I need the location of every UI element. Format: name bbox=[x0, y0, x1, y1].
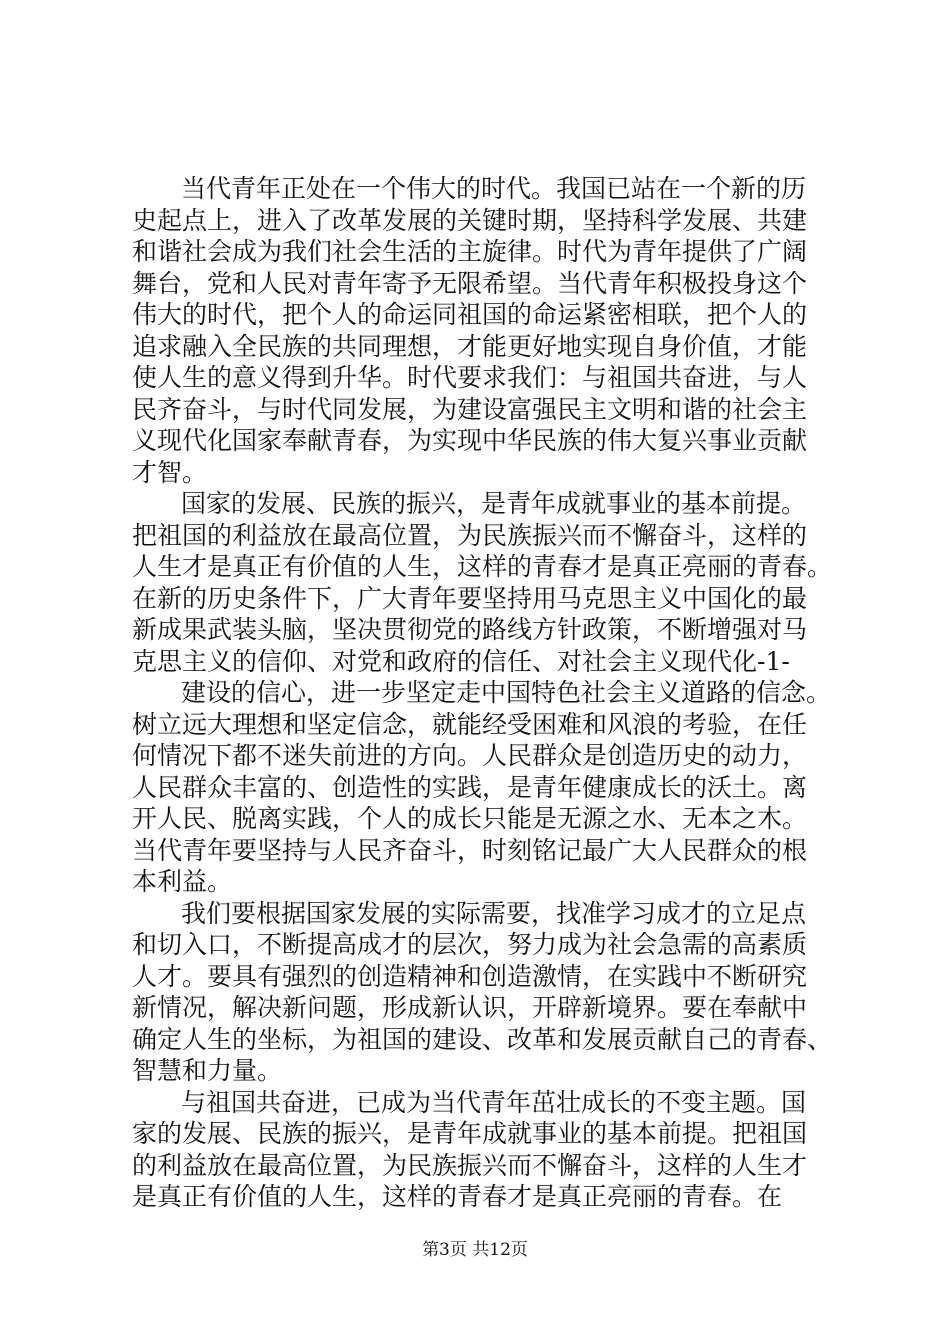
page-number-label: 第3页 共12页 bbox=[422, 1240, 528, 1260]
text-line: 人才。要具有强烈的创造精神和创造激情，在实践中不断研究 bbox=[132, 961, 808, 991]
text-line: 当代青年要坚持与人民齐奋斗，时刻铭记最广大人民群众的根 bbox=[132, 835, 808, 865]
text-line: 国家的发展、民族的振兴，是青年成就事业的基本前提。 bbox=[181, 489, 807, 518]
text-line: 舞台，党和人民对青年寄予无限希望。当代青年积极投身这个 bbox=[132, 268, 808, 298]
text-line: 使人生的意义得到升华。时代要求我们：与祖国共奋进，与人 bbox=[132, 363, 808, 392]
text-line: 智慧和力量。 bbox=[132, 1056, 283, 1085]
page-footer bbox=[0, 1238, 950, 1262]
text-line: 和切入口，不断提高成才的层次，努力成为社会急需的高素质 bbox=[132, 930, 808, 959]
text-line: 我们要根据国家发展的实际需要，找准学习成才的立足点 bbox=[181, 898, 807, 928]
text-line: 与祖国共奋进，已成为当代青年茁壮成长的不变主题。国 bbox=[181, 1087, 807, 1117]
text-line: 民齐奋斗，与时代同发展，为建设富强民主文明和谐的社会主 bbox=[132, 394, 808, 424]
text-line: 家的发展、民族的振兴，是青年成就事业的基本前提。把祖国 bbox=[132, 1119, 808, 1148]
text-line: 的利益放在最高位置，为民族振兴而不懈奋斗，这样的人生才 bbox=[132, 1150, 808, 1180]
text-line: 追求融入全民族的共同理想，才能更好地实现自身价值，才能 bbox=[132, 331, 808, 361]
text-line: 把祖国的利益放在最高位置，为民族振兴而不懈奋斗，这样的 bbox=[132, 520, 808, 550]
text-line: 义现代化国家奉献青春，为实现中华民族的伟大复兴事业贡献 bbox=[132, 426, 808, 455]
text-line: 确定人生的坐标，为祖国的建设、改革和发展贡献自己的青春、 bbox=[132, 1024, 833, 1054]
text-line: 新情况，解决新问题，形成新认识，开辟新境界。要在奉献中 bbox=[132, 993, 808, 1022]
text-line: 才智。 bbox=[132, 457, 208, 487]
text-line: 本利益。 bbox=[132, 867, 233, 896]
text-line: 建设的信心，进一步坚定走中国特色社会主义道路的信念。 bbox=[181, 678, 832, 707]
text-line: 新成果武装头脑，坚决贯彻党的路线方针政策，不断增强对马 bbox=[132, 615, 808, 644]
text-line: 克思主义的信仰、对党和政府的信任、对社会主义现代化-1- bbox=[132, 646, 790, 676]
text-line: 当代青年正处在一个伟大的时代。我国已站在一个新的历 bbox=[181, 174, 807, 203]
text-line: 在新的历史条件下，广大青年要坚持用马克思主义中国化的最 bbox=[132, 583, 808, 613]
text-line: 人民群众丰富的、创造性的实践，是青年健康成长的沃土。离 bbox=[132, 772, 808, 802]
text-line: 和谐社会成为我们社会生活的主旋律。时代为青年提供了广阔 bbox=[132, 237, 808, 266]
text-line: 树立远大理想和坚定信念，就能经受困难和风浪的考验，在任 bbox=[132, 709, 808, 739]
text-line: 开人民、脱离实践，个人的成长只能是无源之水、无本之木。 bbox=[132, 804, 808, 833]
text-line: 史起点上，进入了改革发展的关键时期，坚持科学发展、共建 bbox=[132, 205, 808, 235]
text-line: 伟大的时代，把个人的命运同祖国的命运紧密相联，把个人的 bbox=[132, 300, 808, 329]
text-line: 何情况下都不迷失前进的方向。人民群众是创造历史的动力， bbox=[132, 741, 808, 770]
text-line: 是真正有价值的人生，这样的青春才是真正亮丽的青春。在 bbox=[132, 1182, 783, 1211]
text-line: 人生才是真正有价值的人生，这样的青春才是真正亮丽的青春。 bbox=[132, 552, 833, 581]
